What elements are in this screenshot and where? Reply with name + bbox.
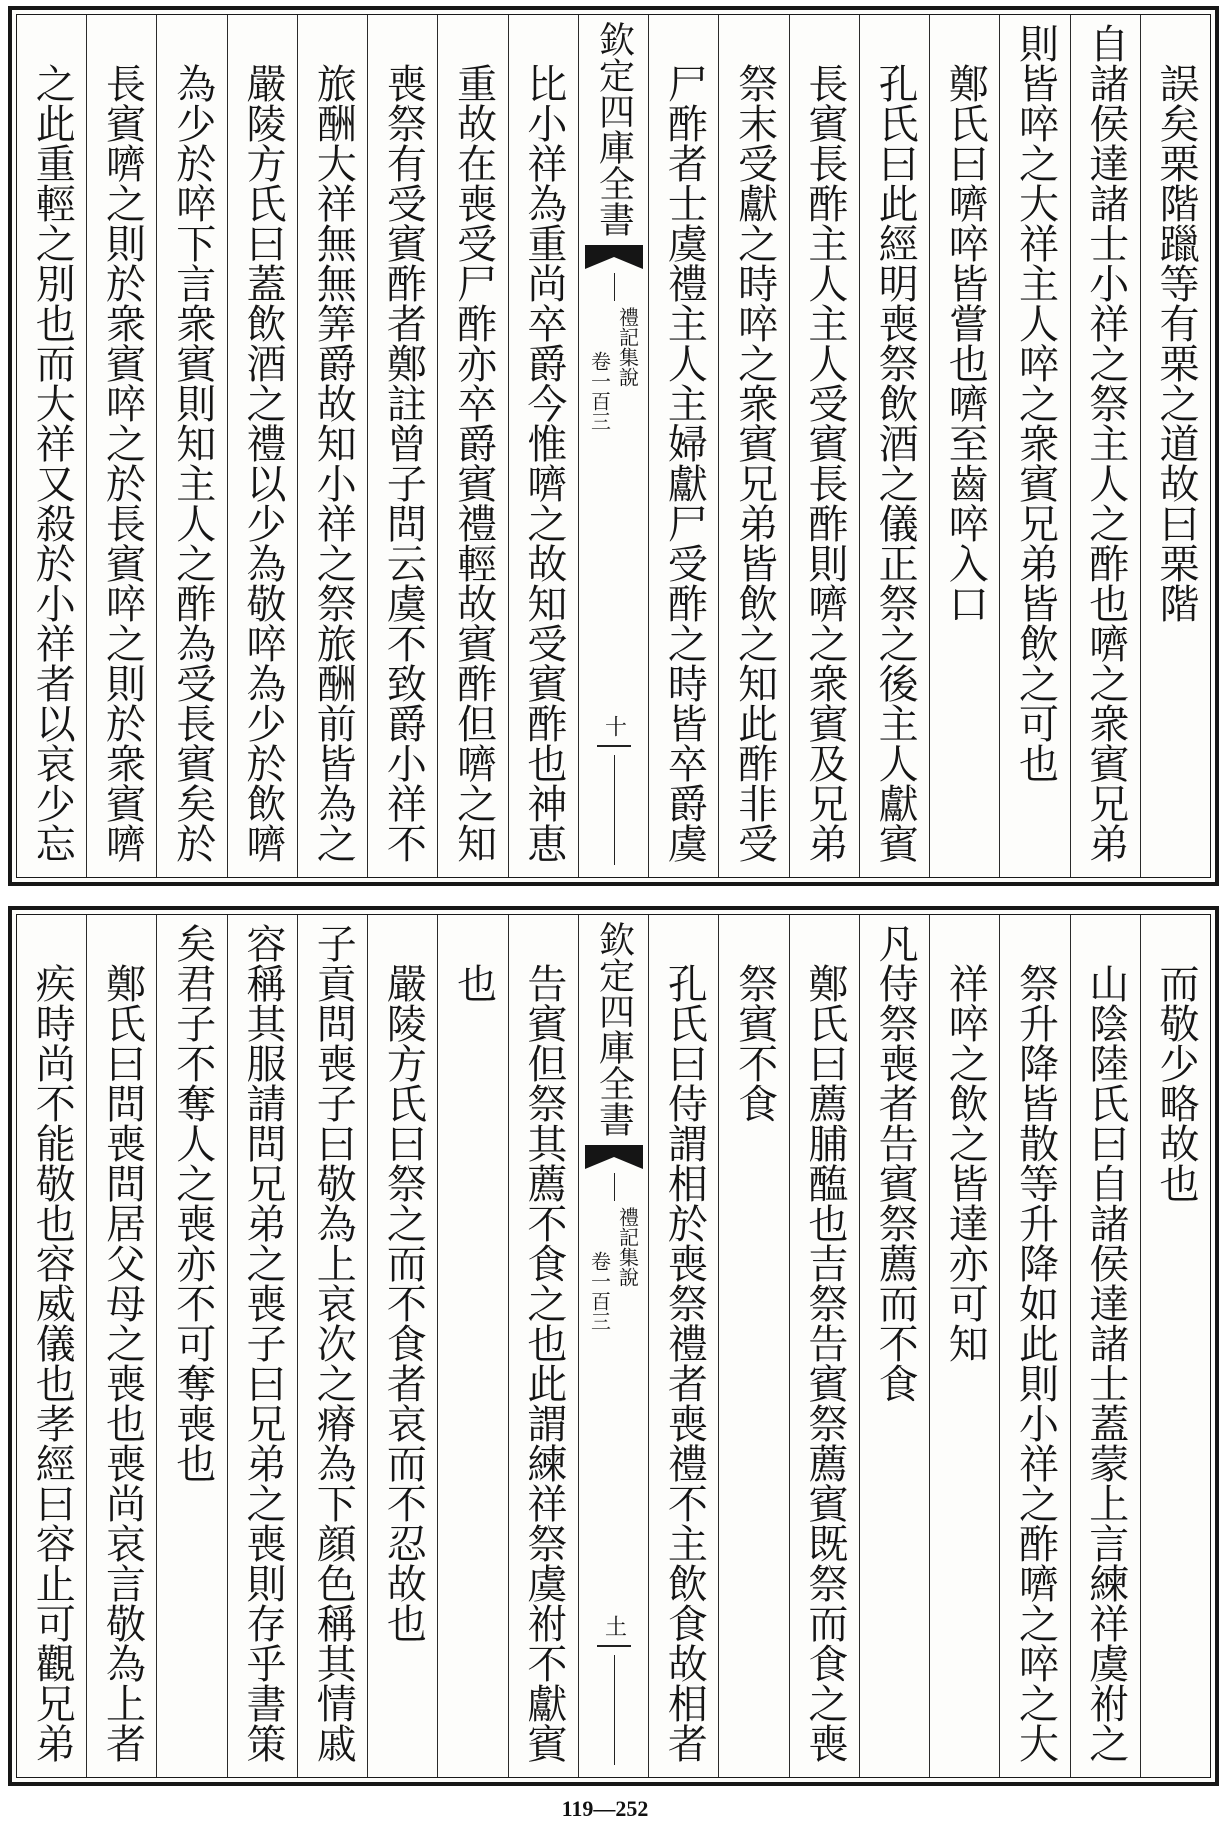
leaf-number: 土 (601, 1615, 627, 1637)
commentary-column (859, 15, 929, 877)
column-text: 鄭氏曰薦脯醢也吉祭告賓祭薦賓既祭而食之喪 (801, 963, 848, 1763)
commentary-column (789, 915, 859, 1777)
page-code-footer: 119—252 (561, 1796, 649, 1821)
column-text: 疾時尚不能敬也容威儀也孝經曰容止可觀兄弟 (29, 963, 76, 1763)
commentary-column (297, 15, 367, 877)
classic-text-column (999, 15, 1069, 877)
column-text: 祥啐之飲之皆達亦可知 (942, 963, 989, 1363)
classic-text-column (297, 915, 367, 1777)
column-text: 為少於啐下言衆賓則知主人之酢為受長賓矣於 (169, 63, 216, 863)
leaf-rule (597, 745, 631, 747)
column-text: 告賓但祭其薦不食之也此謂練祥祭虞祔不獻賓 (520, 963, 567, 1763)
fold-line (614, 1655, 615, 1765)
column-text: 則皆啐之大祥主人啐之衆賓兄弟皆飲之可也 (1012, 23, 1059, 783)
column-text: 重故在喪受尸酢亦卒爵賓禮輕故賓酢但嚌之知 (450, 63, 497, 863)
column-text: 鄭氏曰嚌啐皆嘗也嚌至齒啐入口 (942, 63, 989, 623)
commentary-column (86, 915, 156, 1777)
lower-half-leaf (8, 906, 1219, 1786)
column-text: 長賓嚌之則於衆賓啐之於長賓啐之則於衆賓嚌 (99, 63, 146, 863)
upper-half-leaf (8, 6, 1219, 886)
commentary-column (508, 15, 578, 877)
fold-line (614, 755, 615, 865)
commentary-column (156, 15, 226, 877)
classic-text-column (1070, 15, 1140, 877)
commentary-column (17, 15, 86, 877)
column-text: 矣君子不奪人之喪亦不可奪喪也 (169, 923, 216, 1483)
banxin-column (578, 15, 648, 877)
commentary-column (227, 15, 297, 877)
column-text: 祭賓不食 (731, 963, 778, 1123)
fishtail-mark (585, 1145, 643, 1169)
column-text: 鄭氏曰問喪問居父母之喪也喪尚哀言敬為上者 (99, 963, 146, 1763)
column-text: 凡侍祭喪者告賓祭薦而不食 (872, 923, 919, 1403)
leaf-number: 十 (601, 715, 627, 737)
classic-text-column (156, 915, 226, 1777)
commentary-column (367, 15, 437, 877)
text-frame (16, 14, 1211, 878)
juan-number: 卷一百三 (587, 351, 612, 431)
leaf-rule (597, 1645, 631, 1647)
column-text: 也 (450, 963, 497, 1003)
column-text: 容稱其服請問兄弟之喪子曰兄弟之喪則存乎書策 (239, 923, 286, 1763)
commentary-column (648, 915, 718, 1777)
commentary-column (508, 915, 578, 1777)
column-text: 比小祥為重尚卒爵今惟嚌之故知受賓酢也神恵 (520, 63, 567, 863)
juan-number: 卷一百三 (587, 1251, 612, 1331)
column-text: 旅酬大祥無無筭爵故知小祥之祭旅酬前皆為之 (310, 63, 357, 863)
column-text: 祭末受獻之時啐之衆賓兄弟皆飲之知此酢非受 (731, 63, 778, 863)
work-title: 禮記集說 (615, 1207, 640, 1287)
commentary-column (1140, 915, 1210, 1777)
banxin-column (578, 915, 648, 1777)
commentary-column (1070, 915, 1140, 1777)
commentary-column (1140, 15, 1210, 877)
commentary-column (718, 915, 788, 1777)
commentary-column (929, 915, 999, 1777)
column-text: 子貢問喪子曰敬為上哀次之瘠為下顔色稱其情戚 (310, 923, 357, 1763)
column-text: 山陰陸氏曰自諸侯達諸士蓋蒙上言練祥虞祔之 (1082, 963, 1129, 1763)
classic-text-column (227, 915, 297, 1777)
commentary-column (718, 15, 788, 877)
collection-title: 欽定四庫全書 (593, 921, 635, 1137)
fishtail-mark (585, 245, 643, 269)
column-text: 祭升降皆散等升降如此則小祥之酢嚌之啐之大 (1012, 963, 1059, 1763)
work-title: 禮記集說 (615, 307, 640, 387)
column-text: 喪祭有受賓酢者鄭註曾子問云虞不致爵小祥不 (380, 63, 427, 863)
column-text: 自諸侯達諸士小祥之祭主人之酢也嚌之衆賓兄弟 (1082, 23, 1129, 863)
fold-line (614, 1173, 615, 1201)
commentary-column (86, 15, 156, 877)
column-text: 之此重輕之別也而大祥又殺於小祥者以哀少忘 (29, 63, 76, 863)
column-text: 孔氏曰此經明喪祭飲酒之儀正祭之後主人獻賓 (872, 63, 919, 863)
commentary-column (17, 915, 86, 1777)
commentary-column (648, 15, 718, 877)
column-text: 而敬少略故也 (1153, 963, 1199, 1203)
commentary-column (789, 15, 859, 877)
column-text: 孔氏曰侍謂相於喪祭禮者喪禮不主飲食故相者 (661, 963, 708, 1763)
column-text: 長賓長酢主人主人受賓長酢則嚌之衆賓及兄弟 (801, 63, 848, 863)
fold-line (614, 273, 615, 301)
commentary-column (437, 15, 507, 877)
commentary-column (367, 915, 437, 1777)
commentary-column (929, 15, 999, 877)
classic-text-column (859, 915, 929, 1777)
column-text: 尸酢者士虞禮主人主婦獻尸受酢之時皆卒爵虞 (661, 63, 708, 863)
text-frame (16, 914, 1211, 1778)
collection-title: 欽定四庫全書 (593, 21, 635, 237)
column-text: 誤矣栗階躐等有栗之道故曰栗階 (1153, 63, 1199, 623)
column-text: 嚴陵方氏曰蓋飲酒之禮以少為敬啐為少於飲嚌 (239, 63, 286, 863)
column-text: 嚴陵方氏曰祭之而不食者哀而不忍故也 (380, 963, 427, 1643)
commentary-column (999, 915, 1069, 1777)
commentary-column (437, 915, 507, 1777)
